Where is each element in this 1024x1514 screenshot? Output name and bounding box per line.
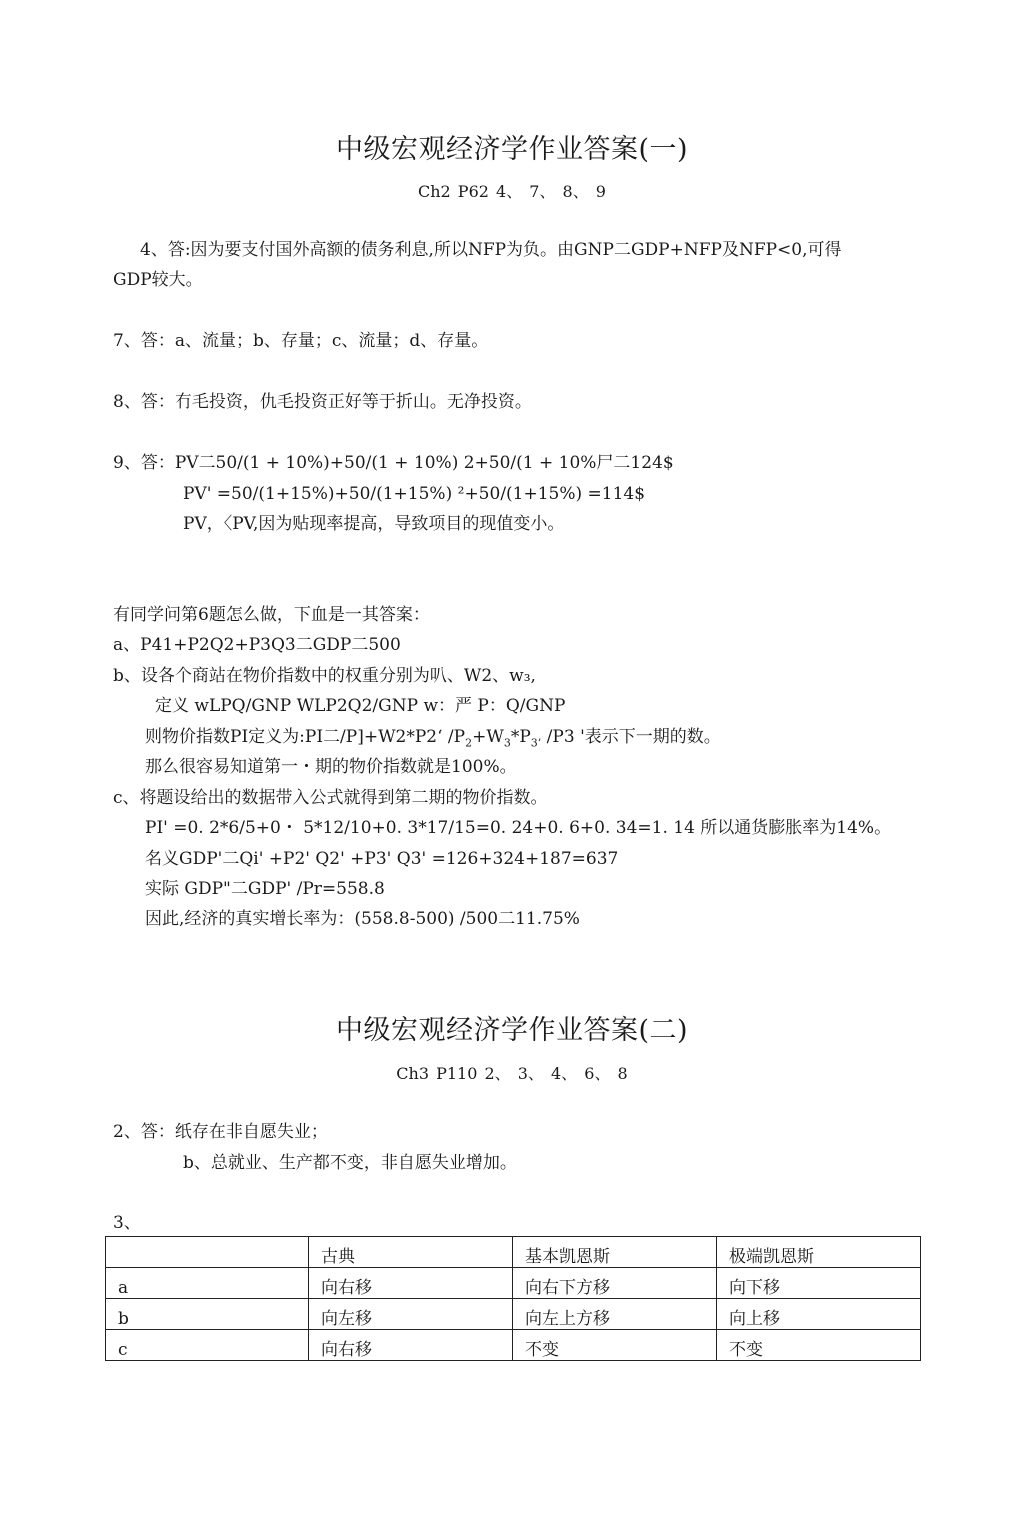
answer-9-line3: PV，〈PV,因为贴现率提高，导致项目的现值变小。 <box>183 514 565 534</box>
q6-part-c-line3: 名义GDP'二Qi' +P2' Q2' +P3' Q3' =126+324+187=637 <box>145 849 619 869</box>
answer-4-line1: 4、答:因为要支付国外高额的债务利息,所以NFP为负。由GNP二GDP+NFP及NFP<0,可得 <box>140 240 842 260</box>
table-cell: 向右移 <box>309 1268 513 1299</box>
table-cell: 向右下方移 <box>513 1268 717 1299</box>
q6-part-b-line4: 那么很容易知道第一・期的物价指数就是100%。 <box>145 757 517 777</box>
table-header-row <box>106 1237 921 1268</box>
table-cell: 不变 <box>717 1330 921 1361</box>
answer-8: 8、答：冇毛投资，仇毛投资正好等于折山。无净投资。 <box>113 392 532 412</box>
table-cell: b <box>106 1299 309 1330</box>
answer-4-line2: GDP较大。 <box>113 270 203 290</box>
section1-title: 中级宏观经济学作业答案(一) <box>335 134 689 165</box>
table-header-cell <box>106 1237 309 1268</box>
table-cell: 向下移 <box>717 1268 921 1299</box>
comparison-table <box>105 1236 921 1361</box>
table-cell: 向右移 <box>309 1330 513 1361</box>
table-row <box>106 1330 921 1361</box>
q6-part-c-line4: 实际 GDP"二GDP' /Pr=558.8 <box>145 879 385 899</box>
table-cell: 向上移 <box>717 1299 921 1330</box>
table-header-cell: 古典 <box>309 1237 513 1268</box>
q6-part-b-line2: 定义 wLPQ/GNP WLP2Q2/GNP w：严 P：Q/GNP <box>155 696 566 716</box>
table-cell: c <box>106 1330 309 1361</box>
table-header-cell: 基本凯恩斯 <box>513 1237 717 1268</box>
section1-subtitle: Ch2 P62 4、 7、 8、 9 <box>417 182 606 201</box>
table-row <box>106 1299 921 1330</box>
table-cell: a <box>106 1268 309 1299</box>
answer-3-label: 3、 <box>113 1213 141 1233</box>
answer-9-line1: 9、答：PV二50/(1 + 10%)+50/(1 + 10%) 2+50/(1 + 10%尸二124$ <box>113 453 674 473</box>
answer-2-line2: b、总就业、生产都不变，非自愿失业增加。 <box>183 1153 517 1173</box>
q6-part-b-line1: b、设各个商站在物价指数中的权重分别为叭、W2、w₃, <box>113 666 536 686</box>
q6-intro: 有同学问第6题怎么做，下血是一其答案： <box>113 605 430 625</box>
answer-9-line2: PV' =50/(1+15%)+50/(1+15%) ²+50/(1+15%) =114$ <box>183 484 646 504</box>
table-cell: 向左上方移 <box>513 1299 717 1330</box>
table-row <box>106 1268 921 1299</box>
table-cell: 不变 <box>513 1330 717 1361</box>
section2-title: 中级宏观经济学作业答案(二) <box>335 1015 689 1046</box>
q6-part-c-line5: 因此,经济的真实增长率为：(558.8-500) /500二11.75% <box>145 909 580 929</box>
q6-part-c-line1: c、将题设给出的数据带入公式就得到第二期的物价指数。 <box>113 788 548 808</box>
q6-part-c-line2: PI' =0. 2*6/5+0・ 5*12/10+0. 3*17/15=0. 24+0. 6+0. 34=1. 14 所以通货膨胀率为14%。 <box>145 818 892 838</box>
table-header-cell: 极端凯恩斯 <box>717 1237 921 1268</box>
q6-part-b-line3: 则物价指数PI定义为:PI二/P]+W2*P2‘ $/P_2+W_3*P_{3’}$ /P3 '表示下一期的数。 <box>145 727 721 750</box>
answer-7: 7、答：a、流量；b、存量；c、流量；d、存量。 <box>113 331 489 351</box>
section2-subtitle: Ch3 P110 2、 3、 4、 6、 8 <box>396 1064 628 1083</box>
table-cell: 向左移 <box>309 1299 513 1330</box>
answer-2-line1: 2、答：纸存在非自愿失业； <box>113 1122 328 1142</box>
q6-part-a: a、P41+P2Q2+P3Q3二GDP二500 <box>113 635 401 655</box>
